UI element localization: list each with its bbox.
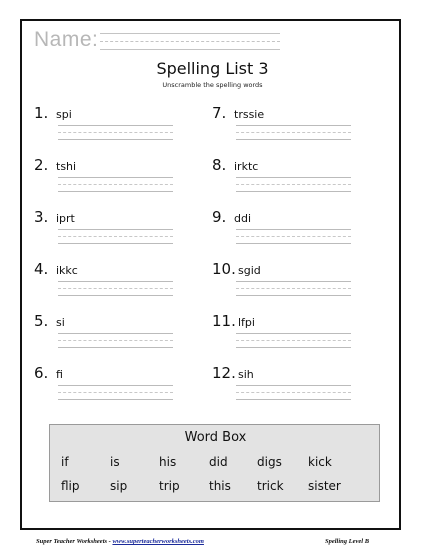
answer-line-bottom (236, 399, 351, 400)
scrambled-word: ikkc (56, 264, 78, 277)
word-box-title: Word Box (184, 430, 247, 445)
word-box-word: flip (61, 479, 80, 493)
word-box-word: this (209, 479, 231, 493)
answer-line-mid (58, 340, 173, 341)
answer-line-bottom (58, 243, 173, 244)
item-number: 8. (212, 156, 227, 174)
item-number: 11. (212, 312, 236, 330)
item-number: 6. (34, 364, 49, 382)
answer-line-mid (236, 236, 351, 237)
item-number: 9. (212, 208, 227, 226)
word-box-word: if (61, 455, 69, 469)
scrambled-word: lfpi (238, 316, 255, 329)
name-guide-top (100, 33, 280, 34)
answer-line-mid (236, 340, 351, 341)
word-box (49, 424, 380, 502)
scrambled-word: ddi (234, 212, 252, 225)
answer-line-top (58, 385, 173, 386)
footer-credit-text: Super Teacher Worksheets - (36, 538, 113, 545)
word-box-word: digs (257, 455, 282, 469)
answer-line-top (236, 177, 351, 178)
answer-line-bottom (58, 191, 173, 192)
word-box-word: sister (308, 479, 341, 493)
item-number: 1. (34, 104, 49, 122)
answer-line-top (58, 333, 173, 334)
word-box-word: sip (110, 479, 128, 493)
scrambled-word: sih (238, 368, 254, 381)
answer-line-mid (58, 392, 173, 393)
footer-credit (36, 538, 204, 545)
page-subtitle: Unscramble the spelling words (162, 81, 263, 89)
answer-line-bottom (58, 347, 173, 348)
answer-line-mid (58, 288, 173, 289)
item-number: 2. (34, 156, 49, 174)
answer-line-mid (236, 132, 351, 133)
answer-line-bottom (58, 139, 173, 140)
scrambled-word: fi (56, 368, 63, 381)
answer-line-top (236, 125, 351, 126)
answer-line-mid (58, 236, 173, 237)
word-box-word: did (209, 455, 228, 469)
item-number: 12. (212, 364, 236, 382)
answer-line-bottom (236, 243, 351, 244)
answer-line-mid (236, 184, 351, 185)
answer-line-top (236, 281, 351, 282)
answer-line-top (236, 333, 351, 334)
word-box-word: is (110, 455, 120, 469)
scrambled-word: irktc (234, 160, 259, 173)
word-box-word: trick (257, 479, 284, 493)
item-number: 10. (212, 260, 236, 278)
scrambled-word: tshi (56, 160, 77, 173)
item-number: 3. (34, 208, 49, 226)
scrambled-word: iprt (56, 212, 75, 225)
answer-line-top (58, 229, 173, 230)
answer-line-top (58, 177, 173, 178)
footer-level: Spelling Level B (325, 538, 370, 545)
answer-line-top (236, 229, 351, 230)
page-title: Spelling List 3 (156, 59, 269, 78)
answer-line-bottom (236, 295, 351, 296)
name-label: Name: (34, 28, 99, 51)
scrambled-word: trssie (234, 108, 265, 121)
scrambled-word: si (56, 316, 65, 329)
answer-line-mid (236, 392, 351, 393)
answer-line-bottom (58, 399, 173, 400)
item-number: 5. (34, 312, 49, 330)
answer-line-bottom (236, 347, 351, 348)
word-box-word: his (159, 455, 177, 469)
answer-line-bottom (236, 139, 351, 140)
footer-link[interactable]: www.superteacherworksheets.com (112, 538, 204, 545)
answer-line-bottom (236, 191, 351, 192)
item-number: 4. (34, 260, 49, 278)
answer-line-top (236, 385, 351, 386)
answer-line-mid (58, 184, 173, 185)
answer-line-top (58, 281, 173, 282)
answer-line-mid (58, 132, 173, 133)
item-number: 7. (212, 104, 227, 122)
word-box-word: kick (308, 455, 332, 469)
scrambled-word: spi (56, 108, 72, 121)
answer-line-top (58, 125, 173, 126)
answer-line-bottom (58, 295, 173, 296)
answer-line-mid (236, 288, 351, 289)
scrambled-word: sgid (238, 264, 261, 277)
word-box-word: trip (159, 479, 180, 493)
name-guide-mid (100, 41, 280, 42)
name-guide-bottom (100, 49, 280, 50)
